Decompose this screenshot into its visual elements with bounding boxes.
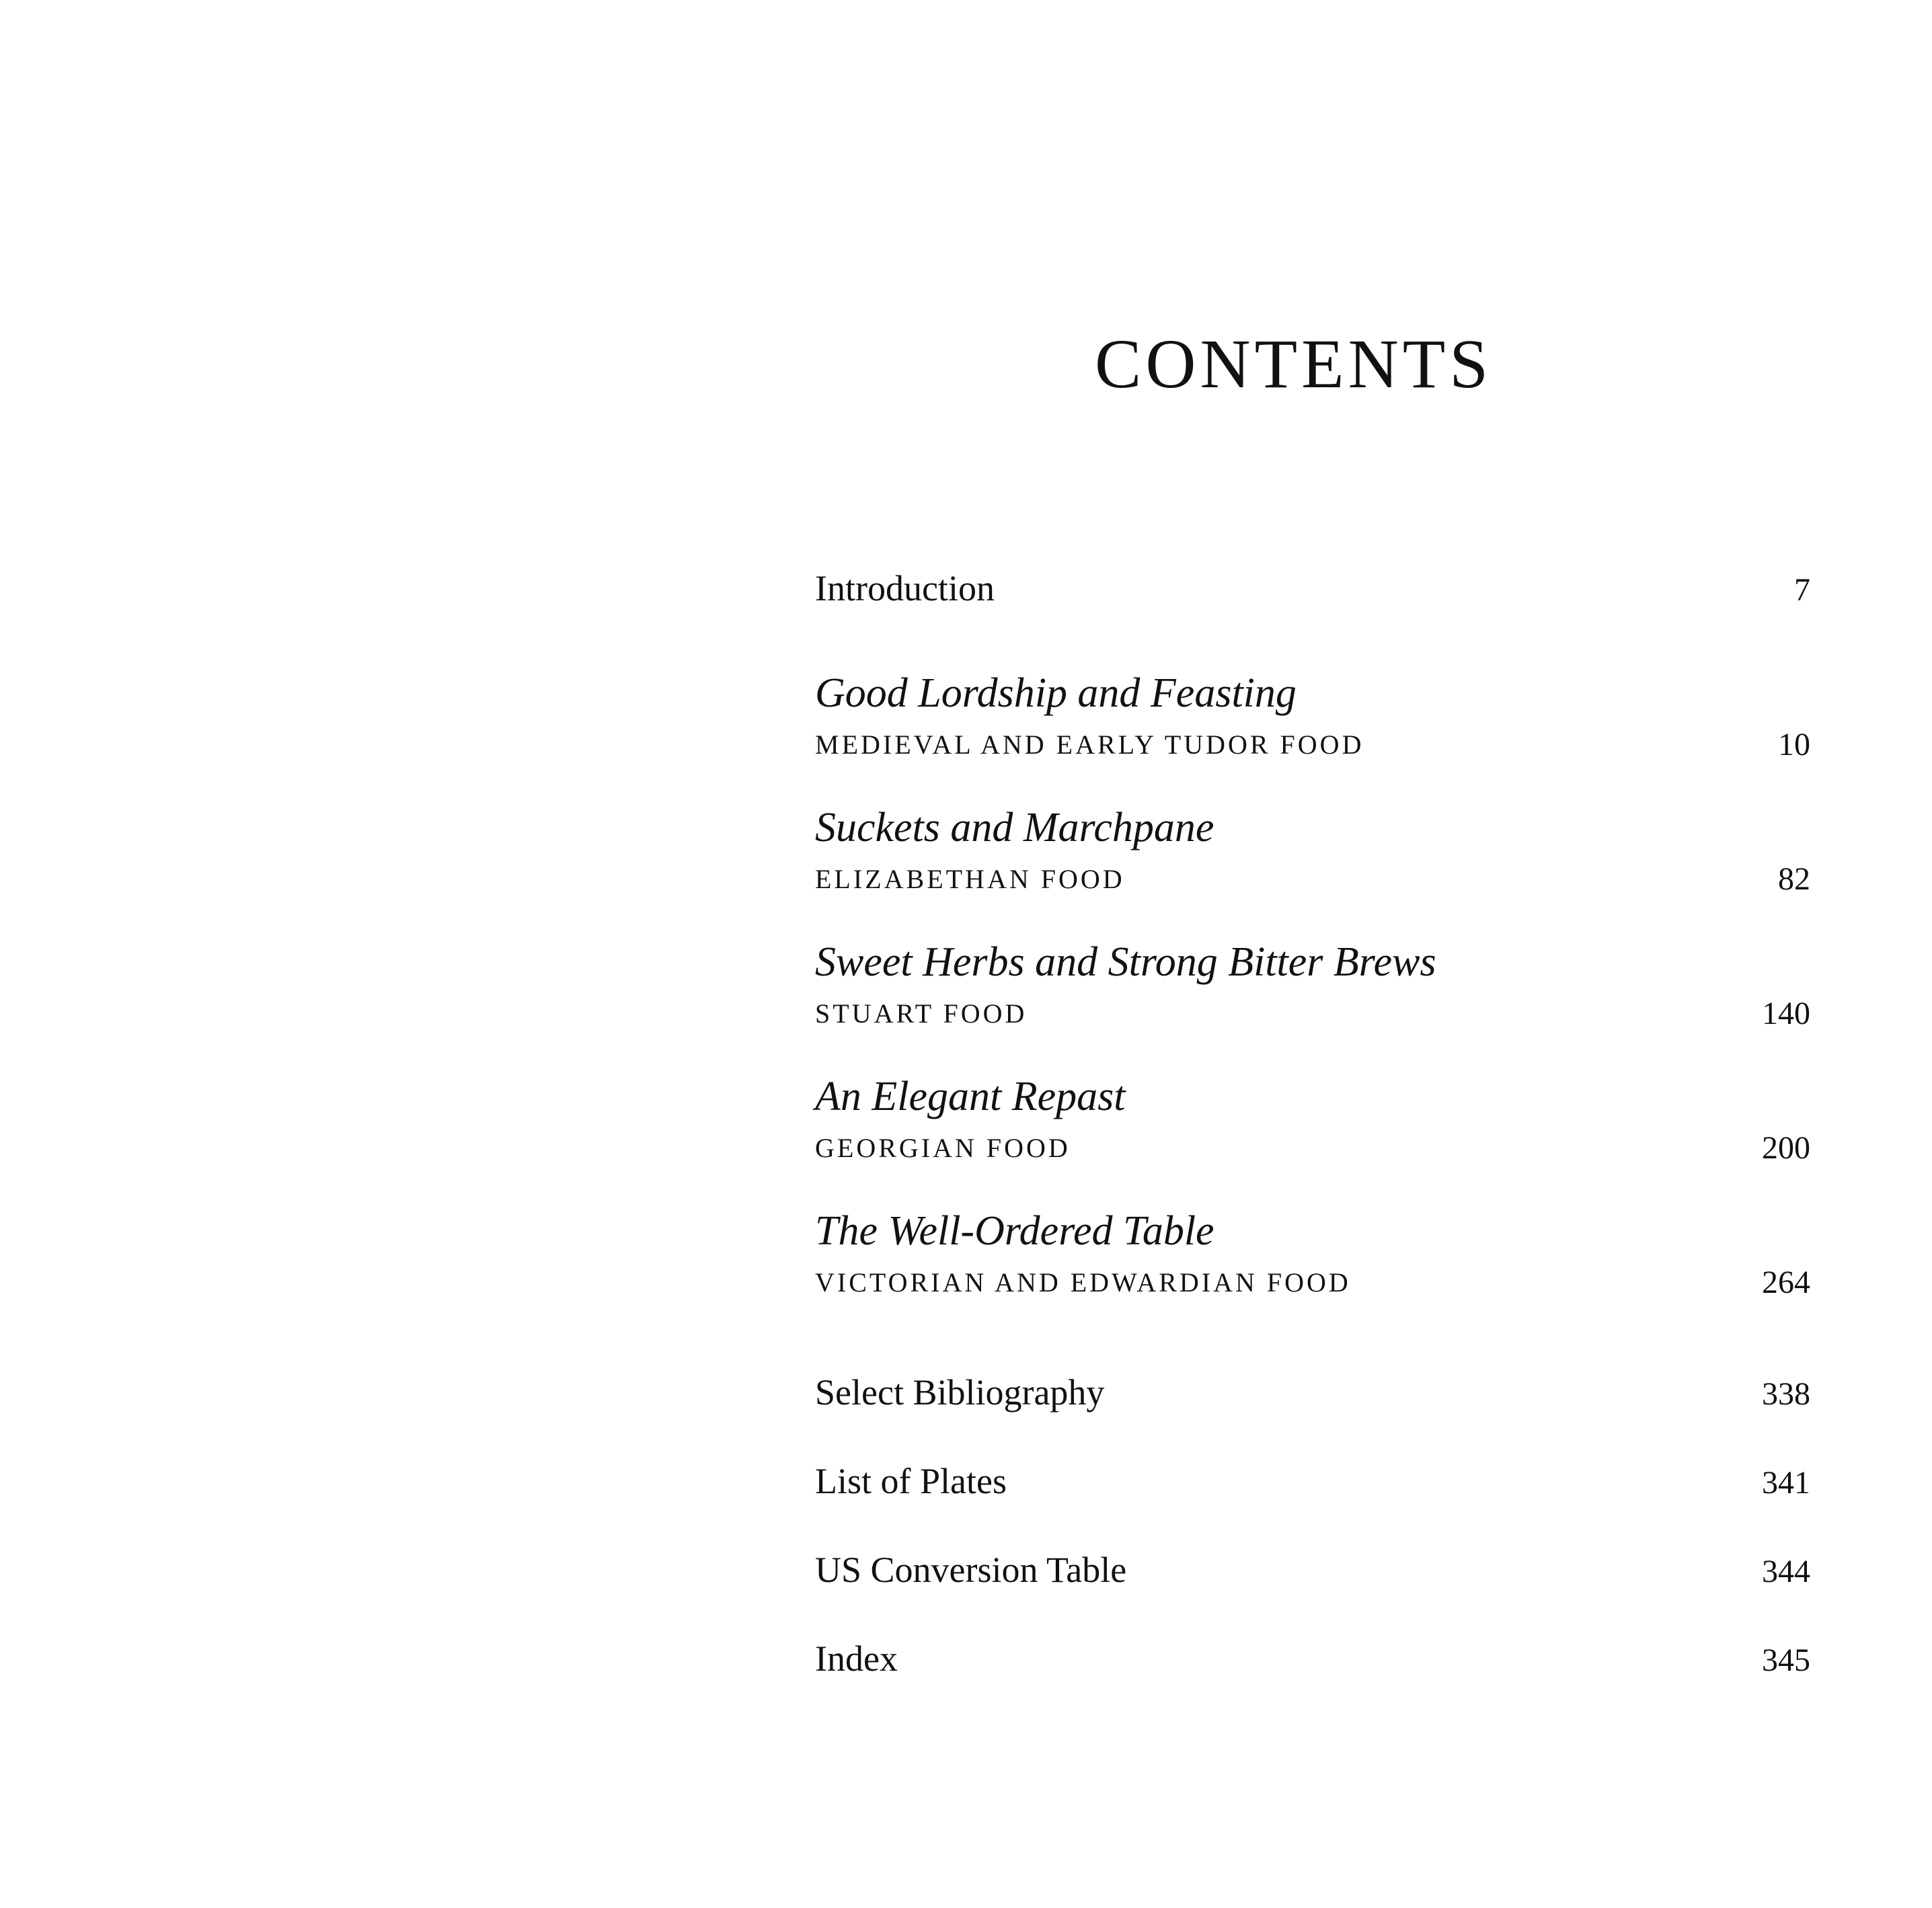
toc-chapter-subtitle: ELIZABETHAN FOOD: [815, 864, 1125, 894]
toc-page-number: 345: [1762, 1642, 1810, 1678]
toc-entry-title: List of Plates: [815, 1461, 1007, 1501]
toc-page-number: 338: [1762, 1376, 1810, 1412]
toc-page-number: 200: [1762, 1130, 1810, 1166]
toc-chapter-title: The Well-Ordered Table: [815, 1208, 1214, 1254]
toc-page-number: 140: [1762, 996, 1810, 1031]
toc-page-number: 264: [1762, 1265, 1810, 1300]
toc-chapter-subtitle: MEDIEVAL AND EARLY TUDOR FOOD: [815, 729, 1364, 760]
page-title: CONTENTS: [1095, 325, 1493, 403]
toc-chapter-title: Good Lordship and Feasting: [815, 670, 1297, 716]
toc-page-number: 82: [1778, 861, 1810, 897]
toc-chapter-title: Suckets and Marchpane: [815, 805, 1214, 850]
toc-chapter-title: An Elegant Repast: [815, 1074, 1126, 1119]
toc-page-number: 344: [1762, 1554, 1810, 1589]
toc-chapter-subtitle: STUART FOOD: [815, 998, 1028, 1029]
toc-chapter-title: Sweet Herbs and Strong Bitter Brews: [815, 939, 1436, 985]
toc-chapter-subtitle: GEORGIAN FOOD: [815, 1133, 1071, 1163]
toc-entry-title: Introduction: [815, 568, 995, 608]
toc-page-number: 341: [1762, 1465, 1810, 1501]
toc-page-number: 7: [1794, 572, 1810, 608]
toc-entry-title: Index: [815, 1638, 898, 1679]
toc-entry-title: Select Bibliography: [815, 1372, 1105, 1413]
toc-entry-title: US Conversion Table: [815, 1550, 1127, 1590]
toc-chapter-subtitle: VICTORIAN AND EDWARDIAN FOOD: [815, 1267, 1351, 1298]
toc-page-number: 10: [1778, 727, 1810, 762]
